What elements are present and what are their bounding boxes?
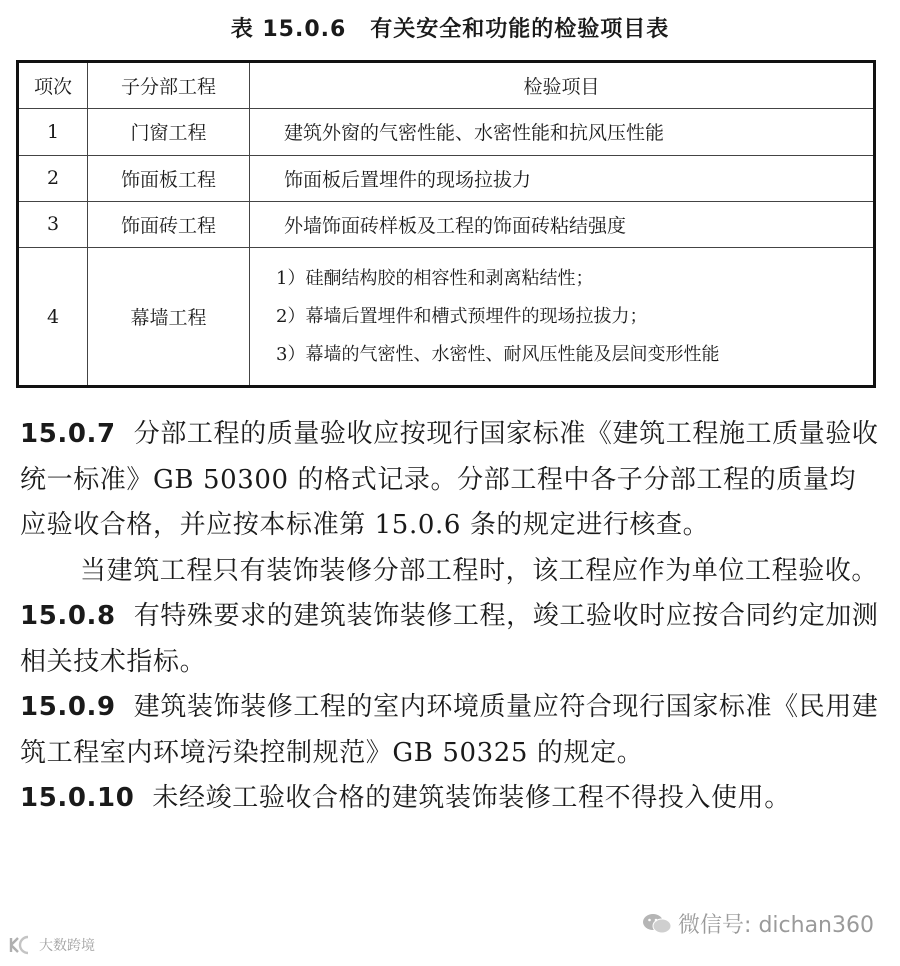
clause-text: 建筑装饰装修工程的室内环境质量应符合现行国家标准《民用建筑工程室内环境污染控制规范》GB 50325 的规定。 bbox=[20, 692, 879, 768]
clause-number: 15.0.8 bbox=[20, 601, 116, 631]
row-subitem: 1）硅酮结构胶的相容性和剥离粘结性； bbox=[276, 267, 594, 289]
watermark-text: 微信号: dichan360 bbox=[678, 913, 874, 938]
logo-text: 大数跨境 bbox=[39, 938, 95, 954]
table-row bbox=[18, 155, 875, 201]
clause-text: 未经竣工验收合格的建筑装饰装修工程不得投入使用。 bbox=[152, 783, 791, 813]
clause-number: 15.0.10 bbox=[20, 783, 135, 813]
header-item: 检验项目 bbox=[250, 62, 875, 109]
row-no: 4 bbox=[18, 248, 88, 387]
clause-15-0-8 bbox=[20, 594, 882, 685]
row-sub: 饰面板工程 bbox=[88, 155, 250, 201]
table-caption: 有关安全和功能的检验项目表 bbox=[370, 17, 670, 42]
clause-text: 分部工程的质量验收应按现行国家标准《建筑工程施工质量验收统一标准》GB 50300 的格式记录。分部工程中各子分部工程的质量均应验收合格，并应按本标准第 15.0.6 条的规定进行核查。 bbox=[20, 419, 879, 540]
header-no: 项次 bbox=[18, 62, 88, 109]
logo-mark-icon bbox=[8, 934, 36, 956]
row-sub: 门窗工程 bbox=[88, 109, 250, 155]
clause-15-0-7-paragraph-2: 当建筑工程只有装饰装修分部工程时，该工程应作为单位工程验收。 bbox=[80, 555, 879, 586]
wechat-watermark bbox=[642, 908, 874, 939]
header-sub: 子分部工程 bbox=[88, 62, 250, 109]
table-row bbox=[18, 248, 875, 387]
row-item: 外墙饰面砖样板及工程的饰面砖粘结强度 bbox=[250, 201, 875, 247]
row-no: 3 bbox=[18, 201, 88, 247]
wechat-icon bbox=[642, 912, 672, 936]
inspection-table bbox=[16, 60, 876, 388]
clause-number: 15.0.7 bbox=[20, 419, 116, 449]
row-subitem: 3）幕墙的气密性、水密性、耐风压性能及层间变形性能 bbox=[276, 343, 720, 365]
table-header-row bbox=[18, 62, 875, 109]
row-sub: 饰面砖工程 bbox=[88, 201, 250, 247]
brand-logo bbox=[8, 934, 95, 956]
clauses-body bbox=[20, 412, 882, 822]
clause-15-0-9 bbox=[20, 685, 882, 776]
row-item: 建筑外窗的气密性能、水密性能和抗风压性能 bbox=[250, 109, 875, 155]
table-row bbox=[18, 109, 875, 155]
table-number: 表 15.0.6 bbox=[230, 17, 347, 42]
row-sub: 幕墙工程 bbox=[88, 248, 250, 387]
row-subitem: 2）幕墙后置埋件和槽式预埋件的现场拉拔力； bbox=[276, 305, 648, 327]
clause-15-0-10 bbox=[20, 776, 882, 822]
table-title bbox=[0, 12, 900, 43]
clause-number: 15.0.9 bbox=[20, 692, 116, 722]
table-row bbox=[18, 201, 875, 247]
row-item-list bbox=[250, 248, 875, 387]
clause-text: 有特殊要求的建筑装饰装修工程，竣工验收时应按合同约定加测相关技术指标。 bbox=[20, 601, 879, 677]
row-no: 2 bbox=[18, 155, 88, 201]
clause-15-0-7 bbox=[20, 412, 882, 549]
row-no: 1 bbox=[18, 109, 88, 155]
row-item: 饰面板后置埋件的现场拉拔力 bbox=[250, 155, 875, 201]
